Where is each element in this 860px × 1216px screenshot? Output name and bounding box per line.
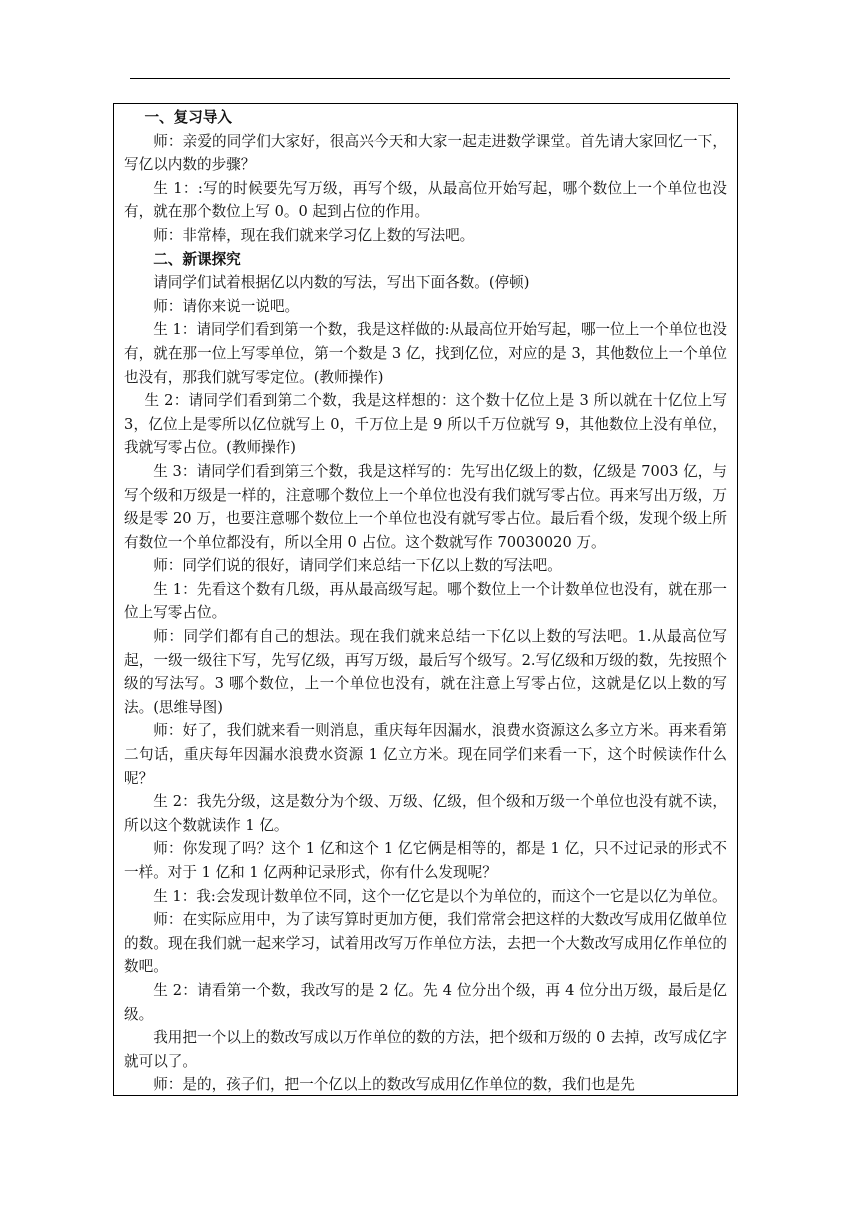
paragraph: 师：在实际应用中，为了读写算时更加方便，我们常常会把这样的大数改写成用亿做单位的数。现在我们就一起来学习，试着用改写万作单位方法，去把一个大数改写成用亿作单位的数吧。 bbox=[124, 911, 727, 976]
lesson-content bbox=[114, 104, 737, 1096]
paragraph: 生 1：请同学们看到第一个数，我是这样做的:从最高位开始写起，哪一位上一个单位也没有，就在那一位上写零单位，第一个数是 3 亿，找到亿位，对应的是 3，其他数位上一个单位也没有，那我们就写零定位。(教师操作) bbox=[124, 321, 727, 386]
lesson-table-cell bbox=[113, 103, 738, 1096]
paragraph: 师：同学们说的很好，请同学们来总结一下亿以上数的写法吧。 bbox=[153, 557, 562, 575]
paragraph: 师：亲爱的同学们大家好，很高兴今天和大家一起走进数学课堂。首先请大家回忆一下，写亿以内数的步骤？ bbox=[124, 132, 727, 174]
paragraph: 师：请你来说一说吧。 bbox=[153, 297, 300, 315]
paragraph: 生 1：:写的时候要先写万级，再写个级，从最高位开始写起，哪个数位上一个单位也没有，就在那个数位上写 0。0 起到占位的作用。 bbox=[124, 179, 727, 221]
paragraph: 请同学们试着根据亿以内数的写法，写出下面各数。(停顿) bbox=[153, 274, 530, 292]
header-rule bbox=[130, 78, 730, 79]
section-heading-new-lesson: 二、新课探究 bbox=[153, 250, 241, 268]
paragraph: 生 1：我:会发现计数单位不同，这个一亿它是以个为单位的，而这个一它是以亿为单位。 bbox=[153, 887, 727, 905]
paragraph: 师：好了，我们就来看一则消息，重庆每年因漏水，浪费水资源这么多立方米。再来看第二句话，重庆每年因漏水浪费水资源 1 亿立方米。现在同学们来看一下，这个时候读作什么呢？ bbox=[124, 722, 727, 787]
paragraph: 师：同学们都有自己的想法。现在我们就来总结一下亿以上数的写法吧。1.从最高位写起，一级一级往下写，先写亿级，再写万级，最后写个级写。2.写亿级和万级的数，先按照个级的写法写。3 哪个数位，上一个单位也没有，就在注意上写零占位，这就是亿以上数的写法。(思维导图) bbox=[124, 628, 727, 716]
paragraph: 生 3：请同学们看到第三个数，我是这样写的：先写出亿级上的数，亿级是 7003 亿，与写个级和万级是一样的，注意哪个数位上一个单位也没有我们就写零占位。再来写出万级，万级是零 20 万，也要注意哪个数位上一个单位也没有就写零占位。最后看个级，发现个级上所有数位一个单位都没有，所以全用 0 占位。这个数就写作 70030020 万。 bbox=[124, 462, 727, 551]
section-heading-review: 一、复习导入 bbox=[144, 109, 233, 126]
paragraph: 师：你发现了吗？这个 1 亿和这个 1 亿它俩是相等的，都是 1 亿，只不过记录的形式不一样。对于 1 亿和 1 亿两种记录形式，你有什么发现呢？ bbox=[124, 840, 727, 881]
paragraph: 生 1：先看这个数有几级，再从最高级写起。哪个数位上一个计数单位也没有，就在那一位上写零占位。 bbox=[124, 580, 727, 622]
paragraph: 师：非常棒，现在我们就来学习亿上数的写法吧。 bbox=[153, 226, 475, 244]
paragraph: 我用把一个以上的数改写成以万作单位的数的方法，把个级和万级的 0 去掉，改写成亿字就可以了。 bbox=[124, 1029, 727, 1070]
paragraph: 生 2：请看第一个数，我改写的是 2 亿。先 4 位分出个级，再 4 位分出万级，最后是亿级。 bbox=[124, 981, 727, 1023]
paragraph: 师：是的，孩子们，把一个亿以上的数改写成用亿作单位的数，我们也是先 bbox=[153, 1076, 635, 1094]
paragraph: 生 2：请同学们看到第二个数，我是这样想的：这个数十亿位上是 3 所以就在十亿位上写 3，亿位上是零所以亿位就写上 0，千万位上是 9 所以千万位就写 9，其他数位上没有单位，我就写零占位。(教师操作) bbox=[124, 392, 727, 457]
paragraph: 生 2：我先分级，这是数分为个级、万级、亿级，但个级和万级一个单位也没有就不读，所以这个数就读作 1 亿。 bbox=[124, 793, 727, 834]
